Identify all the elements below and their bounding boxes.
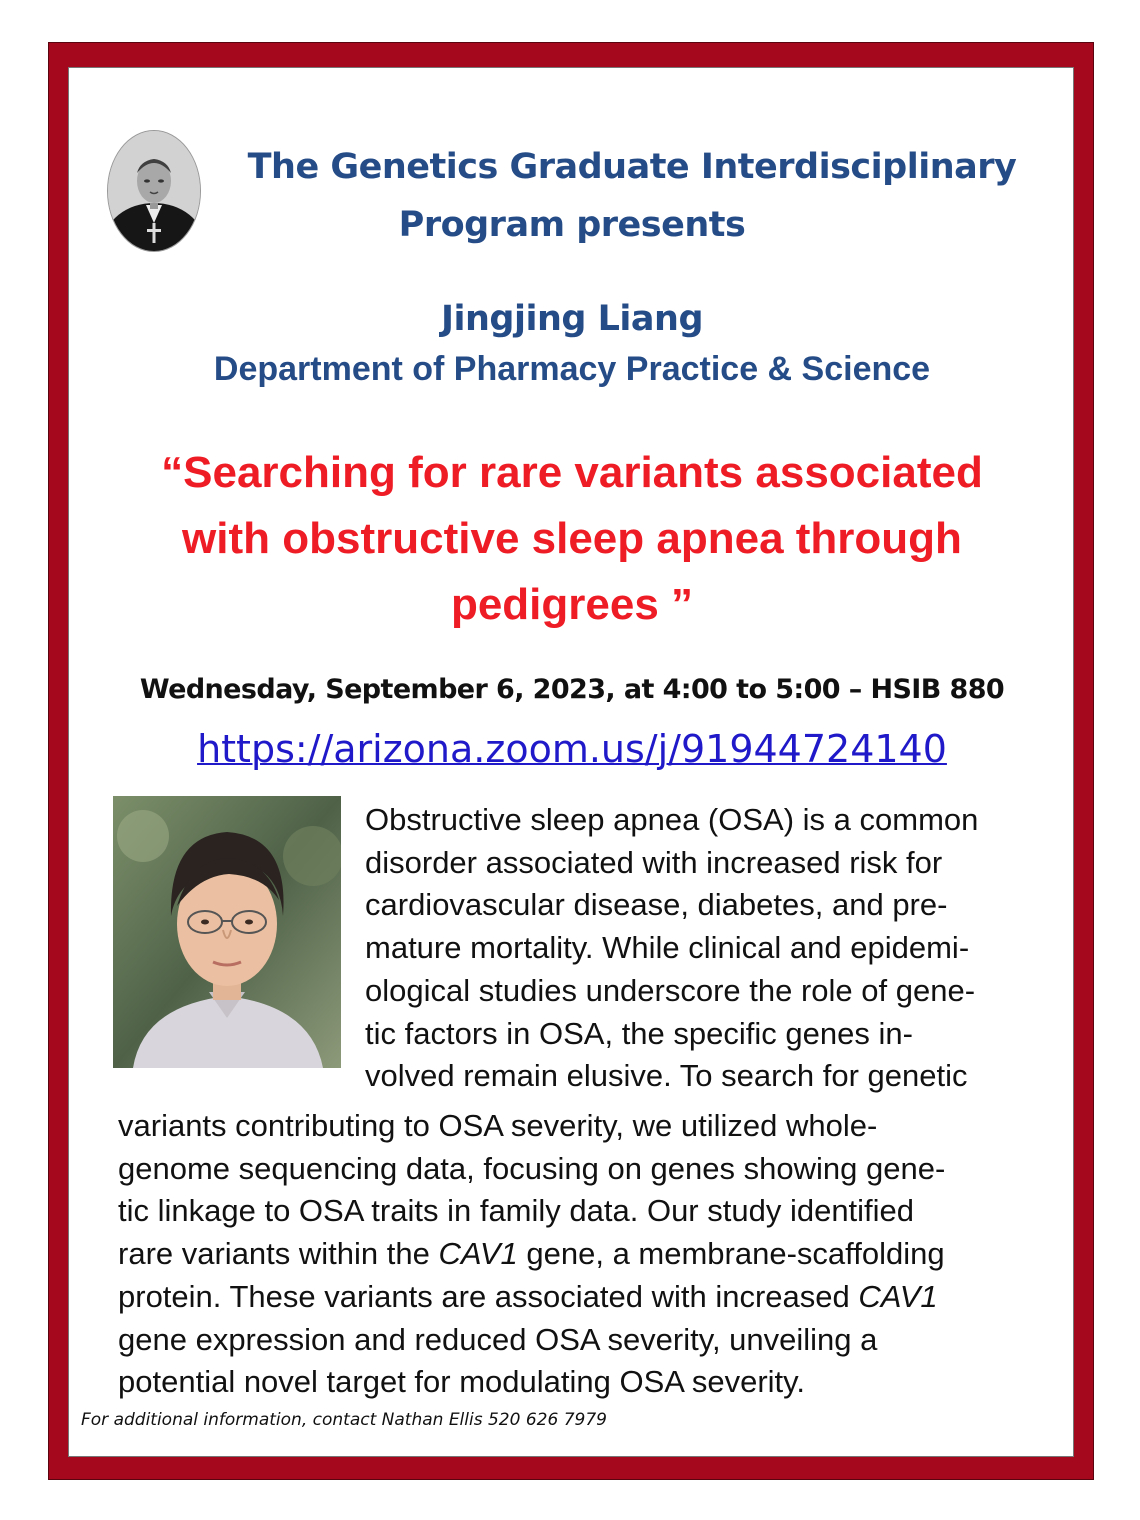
speaker-name: Jingjing Liang (440, 299, 704, 339)
contact-info: For additional information, contact Nathan Ellis 520 626 7979 (81, 1410, 607, 1430)
abstract-line: mature mortality. While clinical and epidemi- (365, 930, 970, 966)
zoom-link-row (69, 722, 1074, 776)
speaker-photo (113, 796, 341, 1068)
poster-content (68, 67, 1074, 1457)
gene-name: CAV1 (438, 1236, 518, 1272)
abstract-line: ological studies underscore the role of gene- (365, 972, 976, 1008)
abstract-line: Obstructive sleep apnea (OSA) is a common (365, 802, 979, 837)
abstract-line: tic linkage to OSA traits in family data. Our study identified (118, 1193, 915, 1229)
abstract-line: potential novel target for modulating OSA severity. (118, 1364, 805, 1400)
abstract-top (365, 799, 978, 1098)
abstract-line (118, 1233, 945, 1276)
zoom-link[interactable]: https://arizona.zoom.us/j/91944724140 (197, 727, 947, 771)
abstract-text: protein. These variants are associated with increased (118, 1278, 859, 1314)
abstract-bottom (118, 1105, 945, 1404)
abstract-line: genome sequencing data, focusing on genes showing gene- (118, 1150, 946, 1186)
abstract-line: cardiovascular disease, diabetes, and pre- (365, 887, 948, 923)
program-heading-line1: The Genetics Graduate Interdisciplinary (247, 147, 1017, 187)
abstract-text: rare variants within the (118, 1236, 439, 1272)
abstract-line: tic factors in OSA, the specific genes in- (365, 1015, 913, 1051)
abstract-text: gene, a membrane-scaffolding (517, 1236, 945, 1272)
talk-title (89, 440, 1055, 638)
poster-frame (48, 42, 1094, 1480)
abstract-line: volved remain elusive. To search for genetic (365, 1058, 968, 1094)
abstract-line: variants contributing to OSA severity, we utilized whole- (118, 1108, 878, 1143)
program-heading-line2: Program presents (398, 205, 746, 245)
talk-title-line2: with obstructive sleep apnea through (182, 514, 962, 563)
talk-title-line3: pedigrees ” (450, 580, 694, 629)
talk-title-line1: “Searching for rare variants associated (161, 448, 983, 497)
abstract-text: gene expression and reduced OSA severity, unveiling a (118, 1321, 878, 1357)
speaker-department: Department of Pharmacy Practice & Science (213, 350, 931, 388)
program-heading (69, 138, 1074, 254)
gene-name: CAV1 (858, 1278, 938, 1314)
event-date-location: Wednesday, September 6, 2023, at 4:00 to 5:00 – HSIB 880 (139, 674, 1005, 705)
abstract-line: disorder associated with increased risk for (365, 844, 943, 880)
abstract-line (118, 1319, 945, 1362)
abstract-line (118, 1276, 945, 1319)
